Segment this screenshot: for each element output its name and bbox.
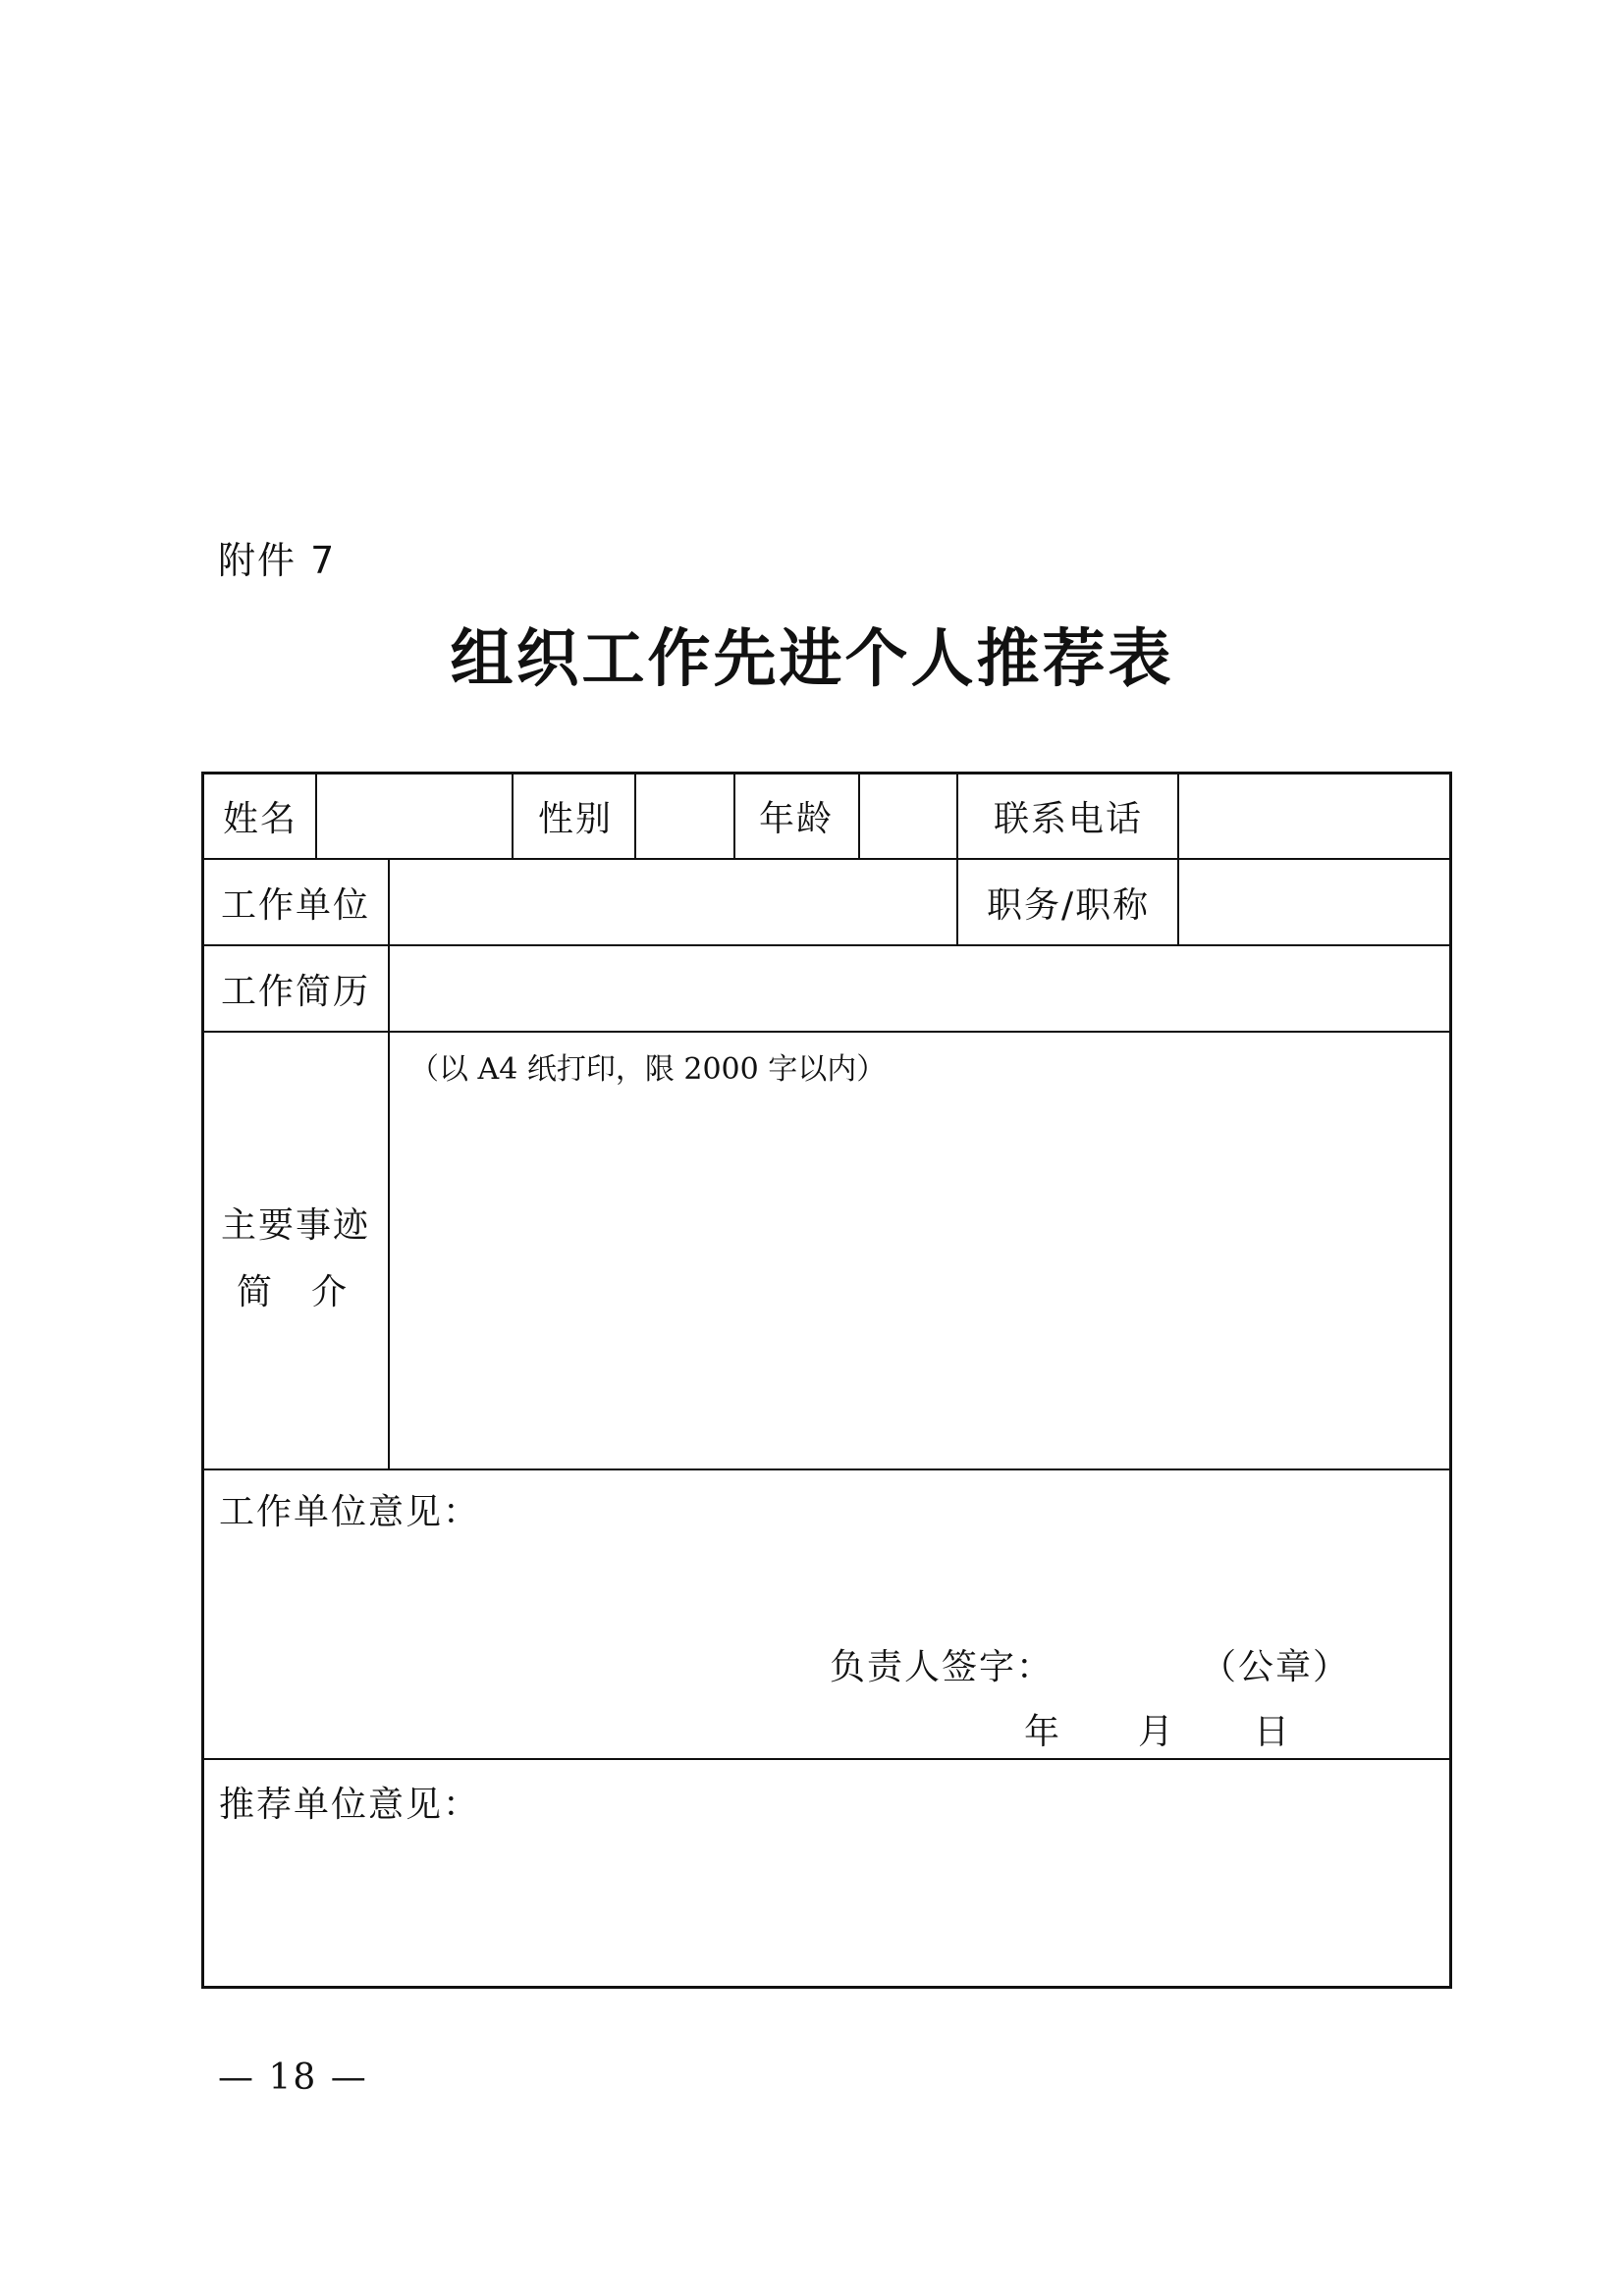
seal-label: （公章） [1201,1647,1351,1687]
deeds-label-line1: 主要事迹 [221,1205,371,1246]
position-label: 职务/职称 [987,885,1151,926]
phone-label: 联系电话 [994,799,1144,839]
resume-field[interactable] [390,946,1448,1029]
month-label: 月 [1138,1712,1176,1752]
gender-field[interactable] [636,774,731,856]
recommendation-form [201,772,1452,1989]
age-label: 年龄 [759,799,835,839]
gender-label: 性别 [538,799,614,839]
page-number: — 18 — [218,2057,368,2098]
recommender-opinion-label: 推荐单位意见： [219,1785,481,1825]
phone-field[interactable] [1179,774,1448,856]
workplace-label: 工作单位 [221,885,371,926]
deeds-note: （以 A4 纸打印，限 2000 字以内） [409,1052,887,1087]
year-label: 年 [1024,1712,1062,1752]
recommender-opinion-field[interactable] [205,1842,1448,1979]
resume-label: 工作简历 [221,972,371,1012]
deeds-field[interactable] [390,1033,1448,1467]
workplace-field[interactable] [390,860,954,942]
workplace-opinion-label: 工作单位意见： [219,1492,481,1532]
position-field[interactable] [1179,860,1448,942]
age-field[interactable] [860,774,954,856]
page-title: 组织工作先进个人推荐表 [450,622,1174,696]
signature-label: 负责人签字： [830,1647,1055,1687]
name-label: 姓名 [223,799,298,839]
deeds-label-line2: 简 介 [237,1272,350,1312]
attachment-label: 附件 7 [218,539,337,582]
day-label: 日 [1254,1712,1292,1752]
name-field[interactable] [317,774,510,856]
